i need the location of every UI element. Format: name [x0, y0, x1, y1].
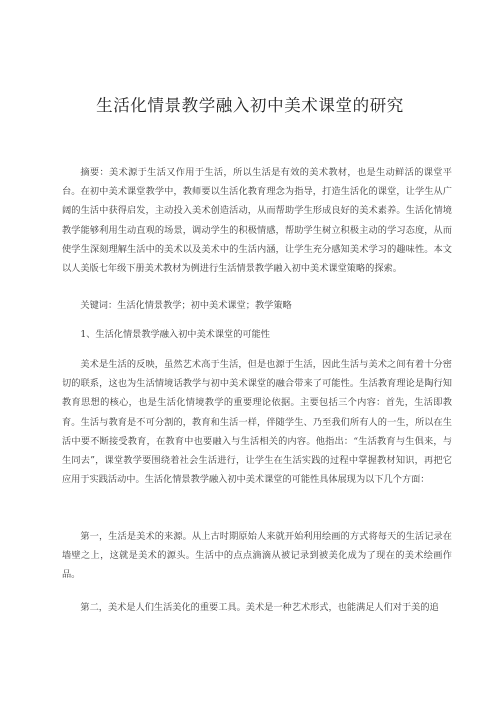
point-first-paragraph: 第一，生活是美术的来源。从上古时期原始人来就开始利用绘画的方式将每天的生活记录在墙壁之上，这就是美术的源头。生活中的点点滴滴从被记录到被美化成为了现在的美术绘画作品。	[62, 531, 452, 581]
section-heading: 1、生活化情景教学融入初中美术课堂的可能性	[80, 329, 270, 340]
paper-title: 生活化情景教学融入初中美术课堂的研究	[96, 96, 404, 115]
point-second-paragraph: 第二，美术是人们生活美化的重要工具。美术是一种艺术形式，也能满足人们对于美的追	[80, 602, 439, 613]
keywords-line: 关键词：生活化情景教学；初中美术课堂；教学策略	[80, 300, 292, 311]
body-paragraph: 美术是生活的反映，虽然艺术高于生活，但是也源于生活，因此生活与美术之间有着十分密切的联系，这也为生活情境话教学与初中美术课堂的融合带来了可能性。生活教育理论是陶行知教育思想的核心，也是生活化情境教学的重要理论依据。主要包括三个内容：首先，生活即教育。生活与教育是不可分割的，教育和生活一样，伴随学生、乃至我们所有人的一生，所以在生活中要不断接受教育，在教育中也要融入与生活相关的内容。他指出：“生活教育与生俱来，与生同去”，课堂教学要围绕着社会生活进行，让学生在生活实践的过程中掌握教材知识，再把它应用于实践活动中。生活化情景教学融入初中美术课堂的可能性具体展现为以下几个方面：	[62, 359, 452, 486]
abstract-paragraph: 摘要：美术源于生活又作用于生活，所以生活是有效的美术教材，也是生动鲜活的课堂平台。在初中美术课堂教学中，教师要以生活化教育理念为指导，打造生活化的课堂，让学生从广阔的生活中获得启发，主动投入美术创造活动，从而帮助学生形成良好的美术素养。生活化情境教学能够利用生动直观的场景，调动学生的积极情感，帮助学生树立积极主动的学习态度，从而使学生深刻理解生活中的美术以及美术中的生活内涵，让学生充分感知美术学习的趣味性。本文以人美版七年级下册美术教材为例进行生活情景教学融入初中美术课堂策略的探索。	[62, 167, 452, 275]
